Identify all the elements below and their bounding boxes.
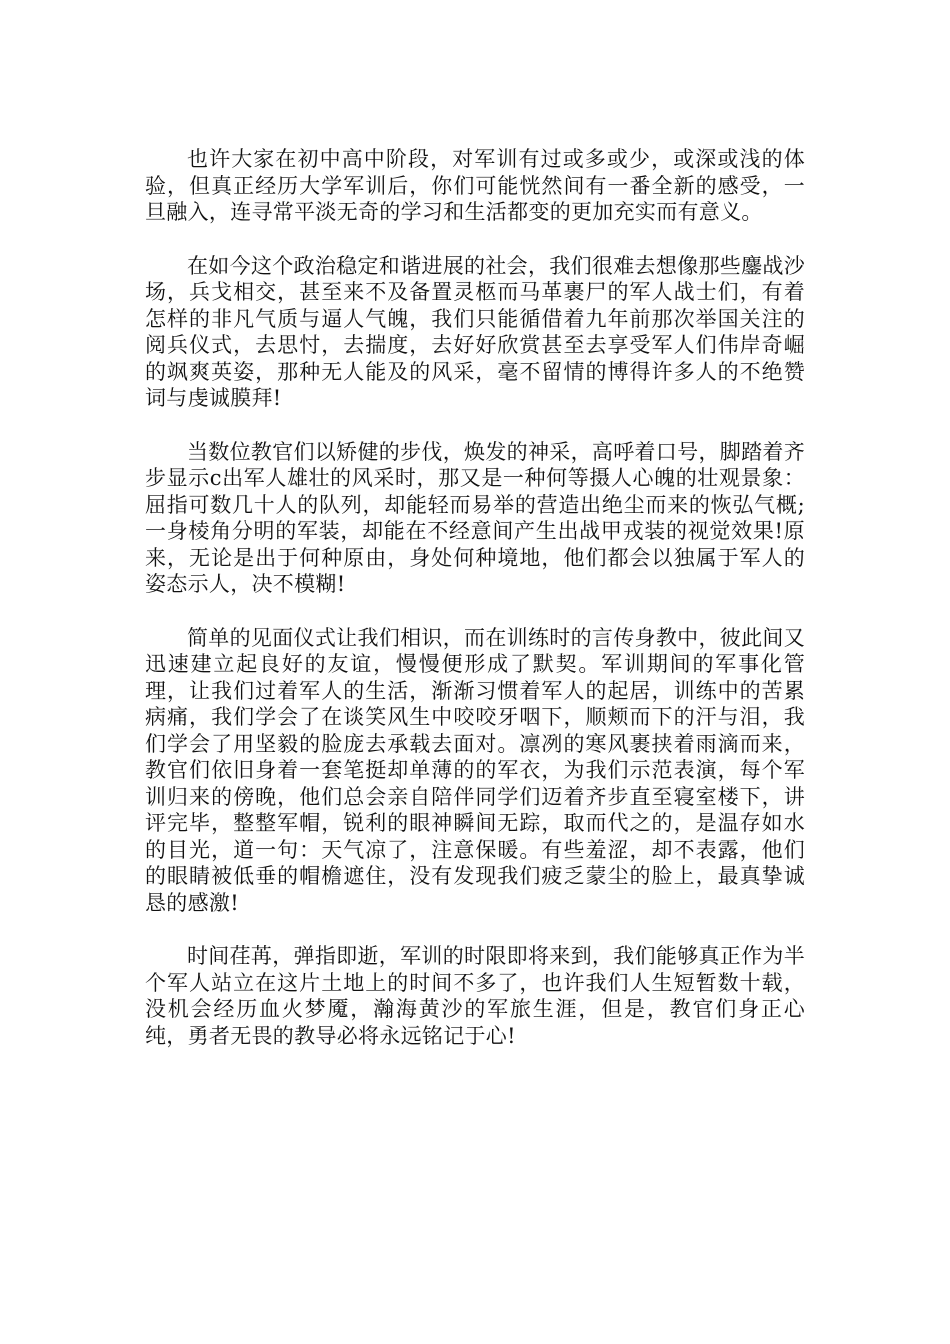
paragraph-4: 简单的见面仪式让我们相识，而在训练时的言传身教中，彼此间又迅速建立起良好的友谊，慢慢便形成了默契。军训期间的军事化管理，让我们过着军人的生活，渐渐习惯着军人的起居，训练中的苦累病痛，我们学会了在谈笑风生中咬咬牙咽下，顺颊而下的汗与泪，我们学会了用坚毅的脸庞去承载去面对。凛冽的寒风裹挟着雨滴而来，教官们依旧身着一套笔挺却单薄的的军衣，为我们示范表演，每个军训归来的傍晚，他们总会亲自陪伴同学们迈着齐步直至寝室楼下，讲评完毕，整整军帽，锐利的眼神瞬间无踪，取而代之的，是温存如水的目光，道一句：天气凉了，注意保暖。有些羞涩，却不表露，他们的眼睛被低垂的帽檐遮住，没有发现我们疲乏蒙尘的脸上，最真挚诚恳的感激! bbox=[145, 625, 805, 915]
paragraph-5: 时间荏苒，弹指即逝，军训的时限即将来到，我们能够真正作为半个军人站立在这片土地上的时间不多了，也许我们人生短暂数十载，没机会经历血火梦魇，瀚海黄沙的军旅生涯，但是，教官们身正心纯，勇者无畏的教导必将永远铭记于心! bbox=[145, 944, 805, 1048]
paragraph-3: 当数位教官们以矫健的步伐，焕发的神采，高呼着口号，脚踏着齐步显示c出军人雄壮的风采时，那又是一种何等摄人心魄的壮观景象：屈指可数几十人的队列，却能轻而易举的营造出绝尘而来的恢弘气概;一身棱角分明的军装，却能在不经意间产生出战甲戎装的视觉效果!原来，无论是出于何种原由，身处何种境地，他们都会以独属于军人的姿态示人，决不模糊! bbox=[145, 439, 805, 596]
paragraph-2: 在如今这个政治稳定和谐进展的社会，我们很难去想像那些鏖战沙场，兵戈相交，甚至来不及备置灵柩而马革裹尸的军人战士们，有着怎样的非凡气质与逼人气魄，我们只能循借着九年前那次举国关注的阅兵仪式，去思忖，去揣度，去好好欣赏甚至去享受军人们伟岸奇崛的飒爽英姿，那种无人能及的风采，毫不留情的博得许多人的不绝赞词与虔诚膜拜! bbox=[145, 253, 805, 410]
paragraph-1: 也许大家在初中高中阶段，对军训有过或多或少，或深或浅的体验，但真正经历大学军训后，你们可能恍然间有一番全新的感受，一旦融入，连寻常平淡无奇的学习和生活都变的更加充实而有意义。 bbox=[145, 147, 805, 224]
document-page bbox=[145, 146, 805, 1076]
